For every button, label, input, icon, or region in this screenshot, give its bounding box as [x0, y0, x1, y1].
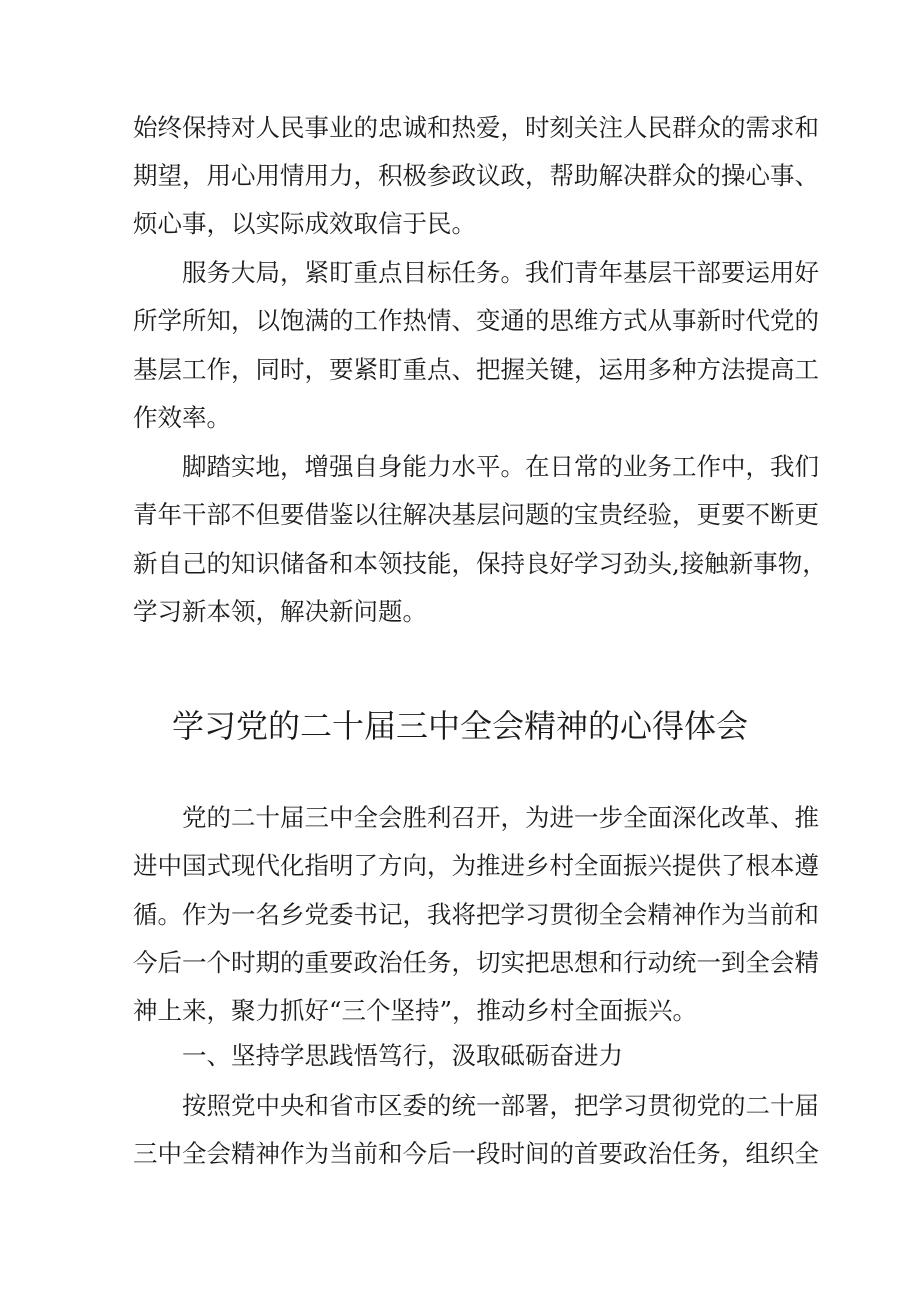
p1-line-3: 烦心事，以实际成效取信于民。	[133, 209, 476, 238]
p4-line-4: 今后一个时期的重要政治任务，切实把思想和行动统一到全会精	[133, 948, 819, 977]
p4-line-1: 党的二十届三中全会胜利召开，为进一步全面深化改革、推	[182, 803, 819, 832]
p5-line-1: 按照党中央和省市区委的统一部署，把学习贯彻党的二十届	[182, 1091, 819, 1120]
p4-line-5: 神上来，聚力抓好“三个坚持”，推动乡村全面振兴。	[133, 996, 698, 1025]
p3-line-1: 脚踏实地，增强自身能力水平。在日常的业务工作中，我们	[182, 452, 819, 481]
document-title: 学习党的二十届三中全会精神的心得体会	[171, 707, 748, 745]
p5-line-2: 三中全会精神作为当前和今后一段时间的首要政治任务，组织全	[133, 1139, 819, 1168]
section-heading: 一、坚持学思践悟笃行，汲取砥砺奋进力	[182, 1041, 623, 1070]
p2-line-4: 作效率。	[133, 403, 231, 432]
p3-line-4: 学习新本领，解决新问题。	[133, 597, 427, 626]
p1-line-1: 始终保持对人民事业的忠诚和热爱，时刻关注人民群众的需求和	[133, 113, 819, 142]
p2-line-2: 所学所知，以饱满的工作热情、变通的思维方式从事新时代党的	[133, 306, 819, 335]
p4-line-3: 循。作为一名乡党委书记，我将把学习贯彻全会精神作为当前和	[133, 900, 819, 929]
p3-line-2: 青年干部不但要借鉴以往解决基层问题的宝贵经验，更要不断更	[133, 500, 819, 529]
p3-line-3: 新自己的知识储备和本领技能，保持良好学习劲头,接触新事物，	[133, 549, 827, 578]
p2-line-1: 服务大局，紧盯重点目标任务。我们青年基层干部要运用好	[182, 258, 819, 287]
p2-line-3: 基层工作，同时，要紧盯重点、把握关键，运用多种方法提高工	[133, 355, 819, 384]
p4-line-2: 进中国式现代化指明了方向，为推进乡村全面振兴提供了根本遵	[133, 851, 819, 880]
p1-line-2: 期望，用心用情用力，积极参政议政，帮助解决群众的操心事、	[133, 161, 819, 190]
